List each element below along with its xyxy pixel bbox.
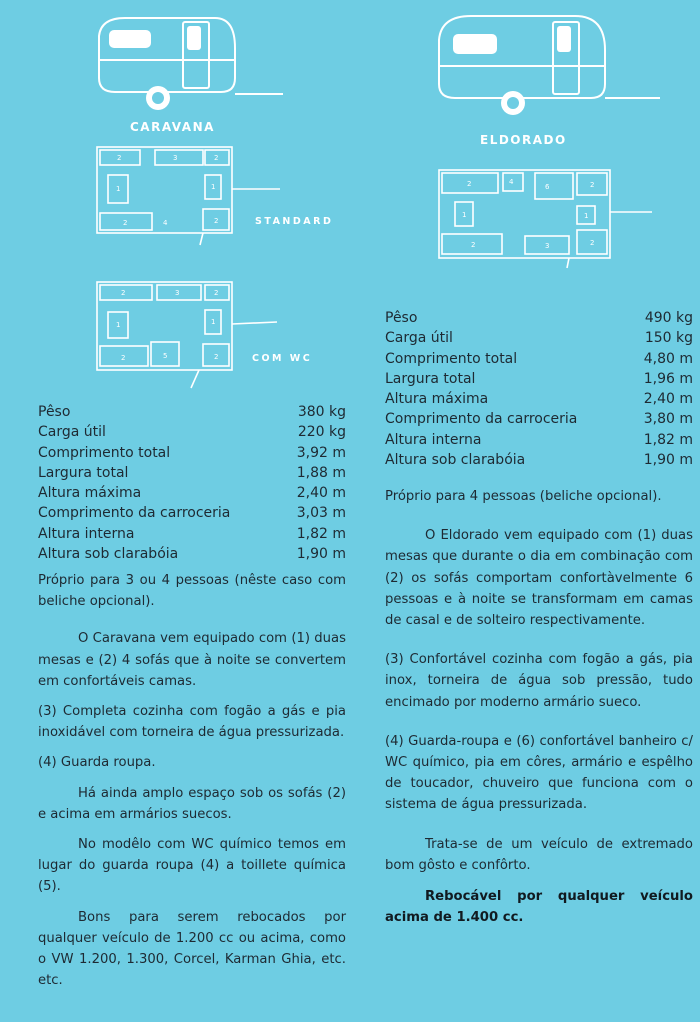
eldorado-quality-text: Trata-se de um veículo de extremado bom gôsto e confôrto. — [385, 836, 693, 873]
eldorado-equipment-text: O Eldorado vem equipado com (1) duas mesas que durante o dia em combinação com (2) os sofás comportam confortàvelmente 6 pessoas e à noite se transformam em camas de casal e de solteiro respectivamente. — [385, 528, 693, 629]
plan-label-table: 1 — [211, 318, 216, 326]
spec-value: 4,80 m — [643, 350, 693, 367]
spec-value: 1,88 m — [296, 464, 346, 481]
plan-label-sofa: 2 — [117, 154, 122, 162]
caravana-storage-text: Há ainda amplo espaço sob os sofás (2) e acima em armários suecos. — [38, 785, 346, 822]
spec-row — [385, 430, 693, 450]
spec-label: Altura máxima — [38, 485, 142, 502]
plan-label-table: 1 — [211, 183, 216, 191]
eldorado-floor-plan — [437, 168, 697, 268]
spec-row — [38, 503, 346, 523]
plan-label-table: 1 — [584, 212, 589, 220]
caravana-wc-label: COM WC — [252, 353, 313, 364]
spec-row — [385, 308, 693, 328]
caravana-side-illustration — [95, 8, 290, 113]
plan-label-kitchen: 3 — [175, 289, 180, 297]
plan-label-kitchen: 3 — [545, 242, 550, 250]
spec-value: 2,40 m — [296, 485, 346, 502]
caravana-wc-text: No modêlo com WC químico temos em lugar do guarda roupa (4) a toillete química (5). — [38, 837, 346, 895]
spec-label: Altura sob clarabóia — [385, 452, 526, 469]
plan-label-table: 1 — [462, 211, 467, 219]
spec-label: Altura máxima — [385, 391, 489, 408]
plan-label-sofa: 2 — [471, 241, 476, 249]
plan-label-table: 1 — [116, 321, 121, 329]
spec-value: 380 kg — [297, 404, 346, 420]
plan-label-table: 1 — [116, 185, 121, 193]
eldorado-title: ELDORADO — [480, 133, 567, 147]
plan-label-bath: 6 — [545, 183, 550, 191]
spec-value: 1,90 m — [296, 546, 346, 563]
eldorado-spec-table — [385, 308, 693, 470]
eldorado-towing-text: Rebocável por qualquer veículo acima de 1.400 cc. — [385, 889, 693, 926]
eldorado-kitchen-text: (3) Confortável cozinha com fogão a gás, pia inox, torneira de água sob pressão, tudo encimado por moderno armário sueco. — [385, 652, 693, 710]
spec-label: Comprimento da carroceria — [38, 505, 231, 522]
plan-label-kitchen: 3 — [173, 154, 178, 162]
plan-label-sofa: 2 — [214, 217, 219, 225]
spec-value: 1,82 m — [643, 431, 693, 448]
plan-label-sofa: 2 — [121, 354, 126, 362]
plan-label-sofa: 2 — [590, 239, 595, 247]
plan-label-sofa: 2 — [214, 154, 219, 162]
spec-label: Carga útil — [38, 424, 106, 441]
spec-value: 2,40 m — [643, 391, 693, 408]
spec-value: 1,90 m — [643, 452, 693, 469]
plan-label-sofa: 2 — [590, 181, 595, 189]
caravana-capacity-text: Próprio para 3 ou 4 pessoas (nêste caso com beliche opcional). — [38, 573, 346, 610]
plan-label-wc: 5 — [163, 352, 168, 360]
plan-label-wardrobe: 4 — [509, 178, 514, 186]
spec-value: 150 kg — [644, 330, 693, 347]
spec-row — [38, 443, 346, 463]
caravana-spec-table — [38, 402, 346, 564]
caravana-wc-floor-plan — [95, 280, 335, 390]
spec-row — [38, 402, 346, 422]
caravana-equipment-text: O Caravana vem equipado com (1) duas mesas e (2) 4 sofás que à noite se convertem em confortáveis camas. — [38, 631, 346, 689]
spec-value: 1,82 m — [296, 525, 346, 542]
spec-label: Pêso — [385, 310, 418, 326]
plan-label-sofa: 2 — [467, 180, 472, 188]
spec-label: Altura interna — [385, 431, 482, 448]
spec-label: Carga útil — [385, 330, 453, 347]
spec-row — [38, 463, 346, 483]
spec-value: 1,96 m — [643, 370, 693, 387]
spec-value: 220 kg — [297, 424, 346, 441]
eldorado-bathroom-text: (4) Guarda-roupa e (6) confortável banheiro c/ WC químico, pia em côres, armário e espêlho de toucador, chuveiro que funciona com o sistema de água pressurizada. — [385, 733, 693, 813]
spec-label: Comprimento da carroceria — [385, 411, 578, 428]
plan-label-sofa: 2 — [214, 289, 219, 297]
spec-row — [385, 450, 693, 470]
caravana-title: CARAVANA — [130, 120, 215, 134]
caravana-wardrobe-text: (4) Guarda roupa. — [38, 755, 156, 771]
spec-row — [38, 422, 346, 442]
spec-label: Largura total — [38, 464, 129, 481]
spec-value: 3,03 m — [296, 505, 346, 522]
spec-value: 3,80 m — [643, 411, 693, 428]
spec-row — [385, 328, 693, 348]
spec-label: Largura total — [385, 370, 476, 387]
spec-row — [38, 483, 346, 503]
spec-row — [38, 524, 346, 544]
spec-row — [385, 349, 693, 369]
caravana-standard-label: STANDARD — [255, 216, 334, 227]
spec-value: 490 kg — [644, 310, 693, 326]
spec-row — [385, 389, 693, 409]
spec-value: 3,92 m — [296, 444, 346, 461]
caravana-description — [38, 570, 346, 991]
spec-row — [385, 409, 693, 429]
caravana-kitchen-text: (3) Completa cozinha com fogão a gás e pia inoxidável com torneira de água pressurizada. — [38, 704, 346, 741]
caravana-standard-floor-plan — [95, 145, 335, 245]
plan-label-sofa: 2 — [121, 289, 126, 297]
spec-row — [38, 544, 346, 564]
caravana-towing-text: Bons para serem rebocados por qualquer veículo de 1.200 cc ou acima, como o VW 1.200, 1.300, Corcel, Karman Ghia, etc. etc. — [38, 909, 346, 989]
eldorado-side-illustration — [435, 10, 665, 120]
spec-label: Altura sob clarabóia — [38, 546, 179, 563]
eldorado-description — [385, 486, 693, 928]
plan-label-sofa: 2 — [123, 219, 128, 227]
spec-label: Altura interna — [38, 525, 135, 542]
eldorado-capacity-text: Próprio para 4 pessoas (beliche opcional). — [385, 489, 662, 504]
plan-label-sofa: 2 — [214, 353, 219, 361]
spec-row — [385, 369, 693, 389]
spec-label: Pêso — [38, 404, 71, 420]
spec-label: Comprimento total — [385, 350, 518, 367]
plan-label-wardrobe: 4 — [163, 219, 168, 227]
spec-label: Comprimento total — [38, 444, 171, 461]
